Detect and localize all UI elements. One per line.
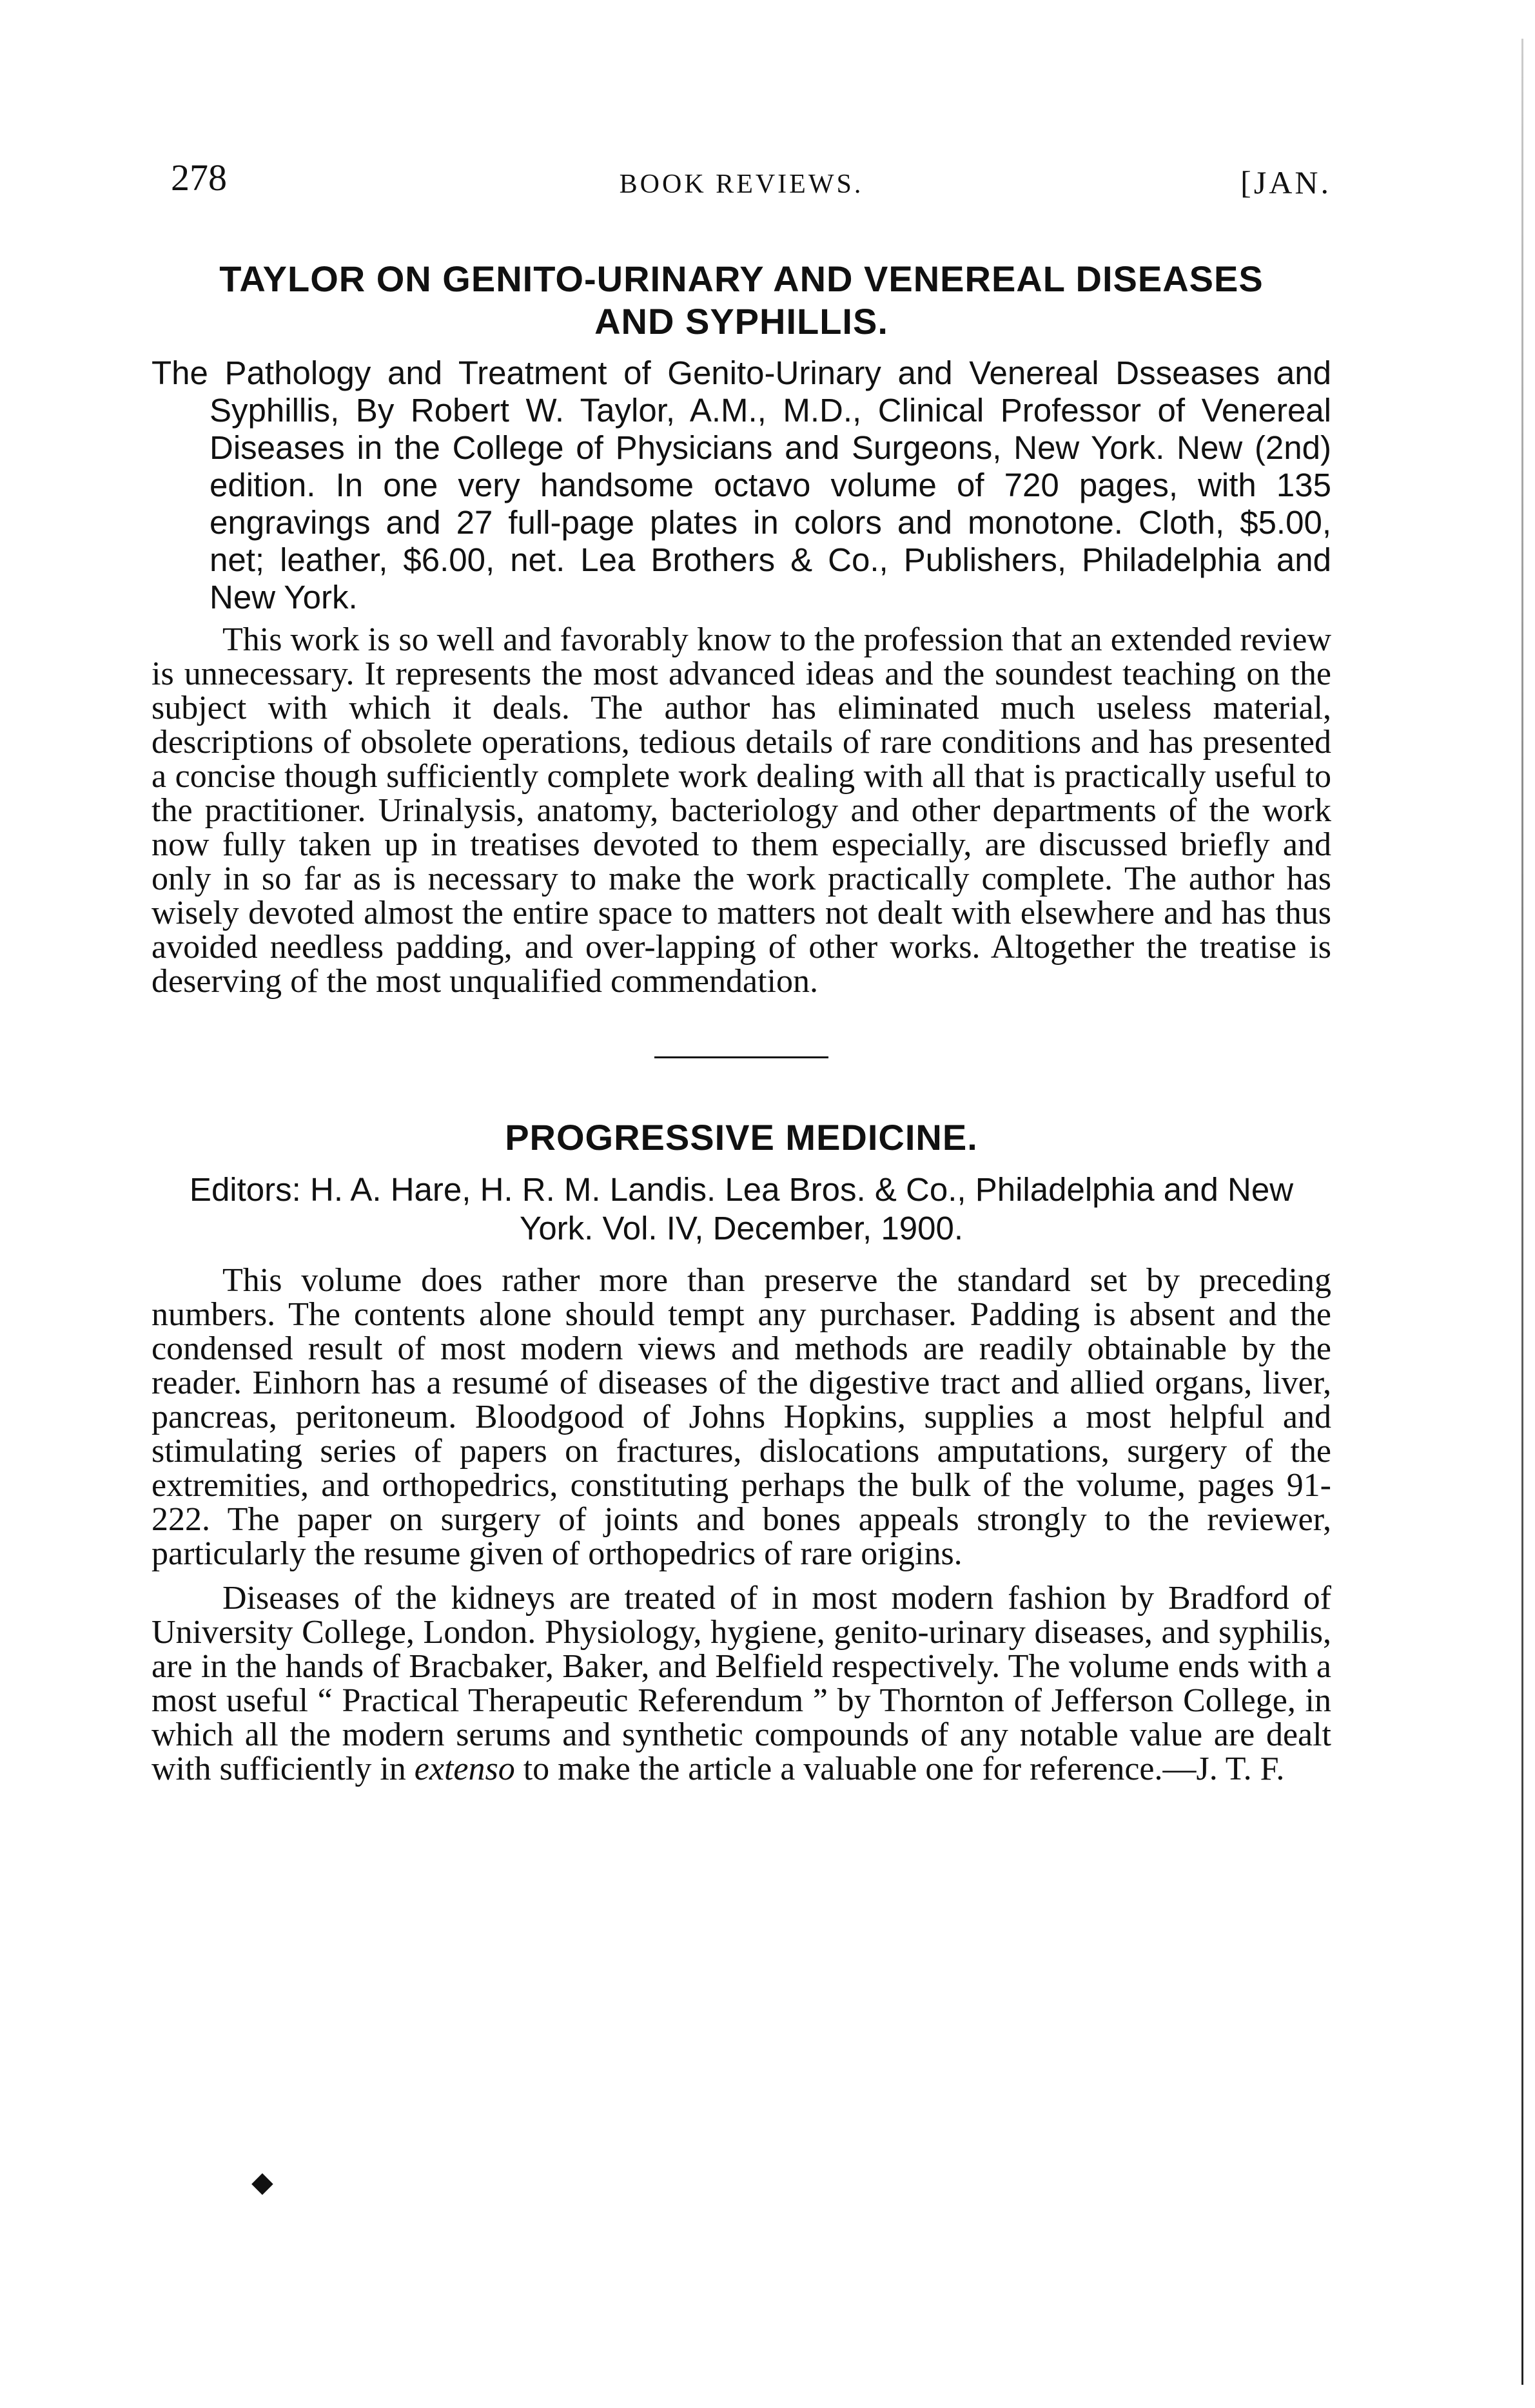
- running-date: [JAN.: [1240, 164, 1331, 200]
- review-paragraph: This volume does rather more than preserve the standard set by preceding numbers. The contents alone should tempt any purchaser. Padding is absent and the condensed result of most modern views and methods are readily obtainable by the reader. Einhorn has a resumé of diseases of the digestive tract and allied organs, liver, pancreas, peritoneum. Bloodgood of Johns Hopkins, supplies a most helpful and stimulating series of papers on fractures, dislocations amputations, surgery of the extremities, and orthopedrics, constituting perhaps the bulk of the volume, pages 91-222. The paper on surgery of joints and bones appeals strongly to the reviewer, particularly the resume given of orthopedrics of rare origins.: [152, 1262, 1331, 1572]
- book-citation: The Pathology and Treatment of Genito-Urinary and Venereal Dsseases and Syphillis, By Robert W. Taylor, A.M., M.D., Clinical Professor of Venereal Diseases in the College of Physicians and Surgeons, New York. New (2nd) edition. In one very handsome octavo volume of 720 pages, with 135 engravings and 27 full-page plates in colors and monotone. Cloth, $5.00, net; leather, $6.00, net. Lea Brothers & Co., Publishers, Philadelphia and New York.: [152, 354, 1331, 616]
- book-citation: Editors: H. A. Hare, H. R. M. Landis. Lea Bros. & Co., Philadelphia and New York. Vol. IV, December, 1900.: [189, 1171, 1294, 1247]
- review-title: PROGRESSIVE MEDICINE.: [505, 1117, 978, 1158]
- review-body: This work is so well and favorably know to the profession that an extended review is unnecessary. It represents the most advanced ideas and the soundest teaching on the subject with which it deals. The author has eliminated much useless material, descriptions of obsolete operations, tedious details of rare conditions and has presented a concise though sufficiently complete work dealing with all that is practically useful to the practitioner. Urinalysis, anatomy, bacteriology and other departments of the work now fully taken up in treatises devoted to them especially, are discussed briefly and only in so far as is necessary to make the work practically complete. The author has wisely devoted almost the entire space to matters not dealt with elsewhere and has thus avoided needless padding, and over-lapping of other works. Altogether the treatise is deserving of the most unqualified commendation.: [152, 621, 1331, 1000]
- review-progressive-medicine: [152, 1116, 1331, 1786]
- review-title-line2: AND SYPHILLIS.: [594, 301, 888, 342]
- ink-mark-icon: ◆: [251, 2166, 273, 2198]
- review-taylor: [152, 258, 1331, 998]
- running-head: BOOK REVIEWS.: [619, 170, 864, 199]
- review-title: [152, 258, 1331, 343]
- review-title-line1: TAYLOR ON GENITO-URINARY AND VENEREAL DISEASES: [219, 258, 1264, 299]
- page-edge-line: [1521, 39, 1523, 2385]
- content: [152, 258, 1331, 1796]
- paragraph-text: to make the article a valuable one for reference.—J. T. F.: [523, 1751, 1285, 1787]
- italic-term: extenso: [414, 1751, 515, 1787]
- paragraph-text: Diseases of the kidneys are treated of in most modern fashion by Bradford of University College, London. Physiology, hygiene, genito-urinary diseases, and syphilis, are in the hands of Bracbaker, Baker, and Belfield respectively. The volume ends with a most useful “ Practical Therapeutic Referendum ” by Thornton of Jefferson College, in which all the modern serums and synthetic compounds of any notable value are dealt with sufficiently in: [152, 1580, 1331, 1787]
- page-number: 278: [171, 157, 227, 199]
- page-header: [152, 150, 1331, 208]
- review-paragraph: [152, 1581, 1331, 1786]
- section-divider: [654, 1056, 828, 1058]
